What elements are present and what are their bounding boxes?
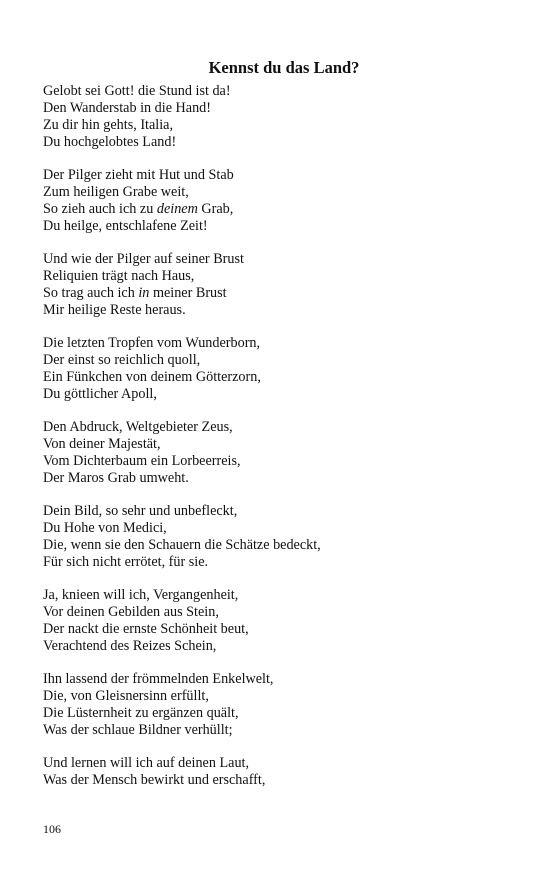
- poem-line: Der Pilger zieht mit Hut und Stab: [43, 167, 234, 183]
- poem-line: Ihn lassend der frömmelnden Enkelwelt,: [43, 671, 274, 687]
- page-number: 106: [43, 822, 61, 836]
- poem-line: Und lernen will ich auf deinen Laut,: [43, 755, 250, 771]
- poem-line: Du heilge, entschlafene Zeit!: [43, 218, 208, 234]
- poem-title: Kennst du das Land?: [208, 58, 360, 77]
- poem-line: Du hochgelobtes Land!: [43, 134, 177, 150]
- stanza: [43, 419, 523, 487]
- line-text: Grab,: [197, 201, 234, 217]
- stanza: [43, 251, 523, 319]
- line-text: So zieh auch ich zu: [43, 201, 157, 217]
- poem-line: Vor deinen Gebilden aus Stein,: [43, 604, 219, 620]
- poem-line: Ja, knieen will ich, Vergangenheit,: [43, 587, 239, 603]
- poem-line: Den Wanderstab in die Hand!: [43, 100, 212, 116]
- stanza: [43, 587, 523, 655]
- line-text: meiner Brust: [149, 285, 227, 301]
- poem-body: [43, 83, 523, 805]
- poem-line: Verachtend des Reizes Schein,: [43, 638, 217, 654]
- poem-line: Der Maros Grab umweht.: [43, 470, 189, 486]
- poem-line: Mir heilige Reste heraus.: [43, 302, 186, 318]
- poem-line: Ein Fünkchen von deinem Götterzorn,: [43, 369, 261, 385]
- poem-line: Du Hohe von Medici,: [43, 520, 167, 536]
- poem-line: Die letzten Tropfen vom Wunderborn,: [43, 335, 261, 351]
- emphasized-word: in: [138, 285, 150, 301]
- poem-line: Du göttlicher Apoll,: [43, 386, 157, 402]
- poem-line: Vom Dichterbaum ein Lorbeerreis,: [43, 453, 241, 469]
- poem-line: Der nackt die ernste Schönheit beut,: [43, 621, 249, 637]
- stanza: [43, 755, 523, 789]
- poem-line: Die, von Gleisnersinn erfüllt,: [43, 688, 209, 704]
- poem-line: Von deiner Majestät,: [43, 436, 161, 452]
- poem-line: [43, 201, 523, 218]
- poem-line: Für sich nicht errötet, für sie.: [43, 554, 209, 570]
- poem-line: Den Abdruck, Weltgebieter Zeus,: [43, 419, 233, 435]
- poem-line: Dein Bild, so sehr und unbefleckt,: [43, 503, 238, 519]
- stanza: [43, 503, 523, 571]
- poem-line: Zum heiligen Grabe weit,: [43, 184, 189, 200]
- poem-line: Was der schlaue Bildner verhüllt;: [43, 722, 233, 738]
- emphasized-word: deinem: [156, 201, 198, 217]
- poem-line: Die Lüsternheit zu ergänzen quält,: [43, 705, 239, 721]
- line-text: So trag auch ich: [43, 285, 139, 301]
- poem-line: Und wie der Pilger auf seiner Brust: [43, 251, 244, 267]
- poem-line: Reliquien trägt nach Haus,: [43, 268, 195, 284]
- poem-line: Die, wenn sie den Schauern die Schätze bedeckt,: [43, 537, 321, 553]
- stanza: [43, 671, 523, 739]
- stanza: [43, 83, 523, 151]
- stanza: [43, 167, 523, 235]
- poem-line: Der einst so reichlich quoll,: [43, 352, 201, 368]
- poem-line: Gelobt sei Gott! die Stund ist da!: [43, 83, 231, 99]
- stanza: [43, 335, 523, 403]
- poem-line: Was der Mensch bewirkt und erschafft,: [43, 772, 266, 788]
- poem-line: [43, 285, 523, 302]
- poem-line: Zu dir hin gehts, Italia,: [43, 117, 174, 133]
